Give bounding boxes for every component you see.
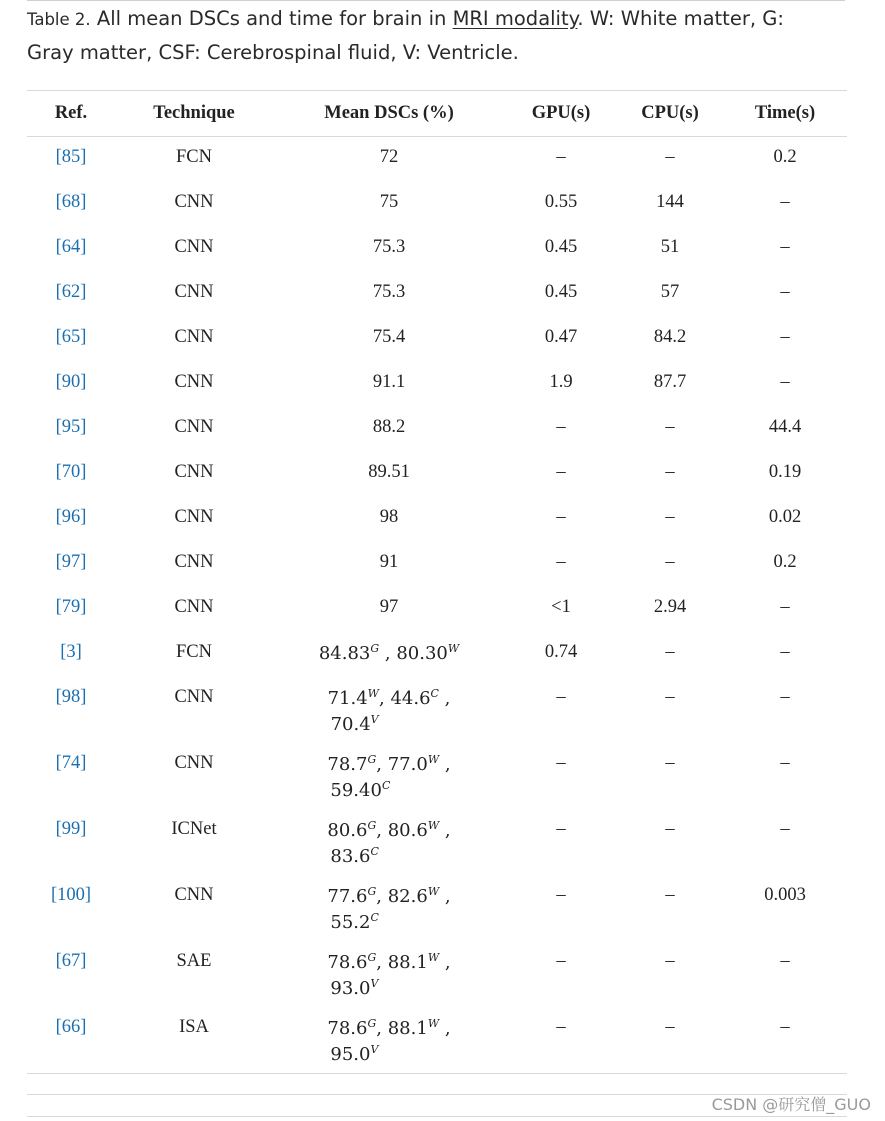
mean-dsc-cell <box>273 227 505 272</box>
dsc-part-tissue: G <box>367 753 377 766</box>
ref-link[interactable]: [97] <box>55 552 87 572</box>
dsc-part-tissue: W <box>427 1017 440 1030</box>
cpu-cell: – <box>665 462 675 482</box>
dsc-part-tissue: G <box>367 819 377 832</box>
top-divider <box>27 0 845 1</box>
technique-cell: CNN <box>174 687 214 707</box>
ref-link[interactable]: [90] <box>55 372 87 392</box>
ref-link[interactable]: [66] <box>27 1007 115 1074</box>
mean-dsc-value: 91.1 <box>372 372 406 392</box>
ref-link[interactable]: [3] <box>60 642 82 662</box>
technique-cell: SAE <box>176 951 212 971</box>
technique-cell: CNN <box>174 462 214 482</box>
gpu-cell: – <box>556 462 566 482</box>
time-cell: – <box>780 951 790 971</box>
dsc-part-value: 44.6 <box>390 688 431 709</box>
ref-link[interactable]: [85] <box>55 147 87 167</box>
mean-dsc-cell <box>273 182 505 227</box>
ref-link[interactable]: [99] <box>55 819 87 839</box>
dsc-part-value: 78.6 <box>327 1018 368 1039</box>
table-row <box>27 227 847 272</box>
dsc-part-tissue: G <box>370 642 380 655</box>
gpu-cell: – <box>556 552 566 572</box>
gpu-cell: 0.45 <box>544 282 578 302</box>
header-technique: Technique <box>115 91 273 137</box>
table-row <box>27 272 847 317</box>
mean-dsc-cell <box>273 407 505 452</box>
table-row <box>27 362 847 407</box>
dsc-part-value: 84.83 <box>318 643 371 664</box>
dsc-part-tissue: W <box>427 753 440 766</box>
footer-divider-2 <box>27 1116 847 1117</box>
dsc-part-tissue: G <box>367 951 377 964</box>
time-cell: 0.02 <box>768 507 802 527</box>
technique-cell: CNN <box>174 552 214 572</box>
cpu-cell: 84.2 <box>653 327 687 347</box>
mean-dsc-value: 97 <box>379 597 399 617</box>
gpu-cell: – <box>556 885 566 905</box>
dsc-part-value: 88.1 <box>387 1018 428 1039</box>
technique-cell: CNN <box>174 597 214 617</box>
ref-link[interactable]: [70] <box>55 462 87 482</box>
header-cpu: CPU(s) <box>617 91 723 137</box>
dsc-part-tissue: W <box>427 951 440 964</box>
watermark: CSDN @研究僧_GUO <box>711 1095 871 1114</box>
gpu-cell: – <box>556 687 566 707</box>
time-cell: 0.19 <box>768 462 802 482</box>
time-cell: 44.4 <box>768 417 802 437</box>
gpu-cell: 0.55 <box>544 192 578 212</box>
dsc-part-value: 77.0 <box>387 754 428 775</box>
ref-link[interactable]: [100] <box>50 885 92 905</box>
mean-dsc-value: 72 <box>379 147 399 167</box>
mean-dsc-value: $78.7^G$, $77.0^W$ , $59.40^C$ <box>327 753 451 801</box>
time-cell: – <box>780 597 790 617</box>
mean-dsc-value: 75.3 <box>372 282 406 302</box>
technique-cell: CNN <box>174 282 214 302</box>
gpu-cell: 0.74 <box>544 642 578 662</box>
cpu-cell: 87.7 <box>653 372 687 392</box>
gpu-cell: <1 <box>551 597 571 617</box>
table-row <box>27 1007 847 1074</box>
mean-dsc-value: 98 <box>379 507 399 527</box>
technique-cell: FCN <box>176 642 212 662</box>
mean-dsc-cell <box>273 362 505 407</box>
cpu-cell: – <box>665 552 675 572</box>
mean-dsc-value: $71.4^W$, $44.6^C$ , $70.4^V$ <box>327 687 451 735</box>
dsc-part-tissue: W <box>447 642 460 655</box>
dsc-part-value: 82.6 <box>387 886 428 907</box>
technique-cell: CNN <box>174 417 214 437</box>
mean-dsc-value: $84.83^G$ , $80.30^W$ <box>318 642 460 664</box>
dsc-part-value: 71.4 <box>327 688 368 709</box>
dsc-part-value: 55.2 <box>330 912 371 933</box>
cpu-cell: 51 <box>660 237 680 257</box>
dsc-part-value: 80.30 <box>396 643 448 664</box>
dsc-part-tissue: W <box>367 687 379 700</box>
cpu-cell: – <box>665 819 675 839</box>
technique-cell: CNN <box>174 192 214 212</box>
mean-dsc-value: $78.6^G$, $88.1^W$ , $95.0^V$ <box>327 1017 451 1065</box>
time-cell: – <box>780 372 790 392</box>
mean-dsc-cell <box>273 587 505 632</box>
time-cell: – <box>723 1007 847 1074</box>
mean-dsc-cell <box>273 542 505 587</box>
mean-dsc-value: $80.6^G$, $80.6^W$ , $83.6^C$ <box>327 819 451 867</box>
mean-dsc-cell <box>273 632 505 677</box>
mean-dsc-cell <box>273 875 505 941</box>
mean-dsc-value: 75.4 <box>372 327 406 347</box>
dsc-part-value: 78.6 <box>327 952 368 973</box>
table-body <box>27 137 847 1074</box>
mean-dsc-value: 75 <box>379 192 399 212</box>
mean-dsc-value: 91 <box>379 552 399 572</box>
dsc-part-value: 80.6 <box>387 820 428 841</box>
technique-cell: FCN <box>176 147 212 167</box>
ref-link[interactable]: [68] <box>55 192 87 212</box>
gpu-cell: 0.45 <box>544 237 578 257</box>
ref-link[interactable]: [96] <box>55 507 87 527</box>
mean-dsc-value: 89.51 <box>368 462 410 482</box>
dsc-part-tissue: G <box>367 1017 377 1030</box>
table-row <box>27 317 847 362</box>
ref-link[interactable]: [64] <box>55 237 87 257</box>
mean-dsc-value: $78.6^G$, $88.1^W$ , $93.0^V$ <box>327 951 451 999</box>
time-cell: – <box>780 327 790 347</box>
caption-text: All mean DSCs and time for brain in <box>96 7 447 30</box>
dsc-part-tissue: C <box>370 845 379 858</box>
technique-cell: CNN <box>174 237 214 257</box>
dsc-part-value: 59.40 <box>330 780 382 801</box>
dsc-part-value: 83.6 <box>330 846 371 867</box>
dsc-part-tissue: W <box>427 819 440 832</box>
cpu-cell: – <box>665 753 675 773</box>
gpu-cell: – <box>556 819 566 839</box>
mean-dsc-cell <box>273 743 505 809</box>
time-cell: – <box>780 237 790 257</box>
technique-cell: CNN <box>174 753 214 773</box>
mean-dsc-value: 88.2 <box>372 417 406 437</box>
mean-dsc-cell <box>273 452 505 497</box>
technique-cell: CNN <box>174 372 214 392</box>
gpu-cell: – <box>556 417 566 437</box>
mean-dsc-value: 75.3 <box>372 237 406 257</box>
ref-link[interactable]: [62] <box>55 282 87 302</box>
cpu-cell: – <box>665 687 675 707</box>
table-row <box>27 743 847 809</box>
cpu-cell: – <box>665 642 675 662</box>
header-mean-dsc: Mean DSCs (%) <box>273 91 505 137</box>
gpu-cell: – <box>505 1007 617 1074</box>
dsc-part-tissue: V <box>370 977 379 990</box>
dsc-part-value: 77.6 <box>327 886 368 907</box>
dsc-part-tissue: C <box>370 911 379 924</box>
mean-dsc-cell <box>273 497 505 542</box>
mean-dsc-cell <box>273 317 505 362</box>
dsc-part-tissue: V <box>370 713 379 726</box>
cpu-cell: – <box>665 147 675 167</box>
table-header-row <box>27 91 847 137</box>
mean-dsc-value: $77.6^G$, $82.6^W$ , $55.2^C$ <box>327 885 451 933</box>
dsc-part-value: 78.7 <box>327 754 368 775</box>
time-cell: – <box>780 819 790 839</box>
cpu-cell: 144 <box>656 192 684 212</box>
header-gpu: GPU(s) <box>505 91 617 137</box>
gpu-cell: – <box>556 147 566 167</box>
cpu-cell: – <box>665 507 675 527</box>
dsc-part-tissue: G <box>367 885 377 898</box>
table-row <box>27 497 847 542</box>
header-ref: Ref. <box>27 91 115 137</box>
technique-cell: CNN <box>174 885 214 905</box>
table-row <box>27 452 847 497</box>
technique-cell: CNN <box>174 507 214 527</box>
table-row <box>27 182 847 227</box>
table-row <box>27 875 847 941</box>
dsc-part-value: 93.0 <box>330 978 371 999</box>
time-cell: 0.2 <box>773 147 797 167</box>
cpu-cell: – <box>665 885 675 905</box>
table-row <box>27 137 847 183</box>
table-row <box>27 407 847 452</box>
mean-dsc-cell <box>273 677 505 743</box>
technique-cell: ICNet <box>171 819 217 839</box>
cpu-cell: – <box>665 417 675 437</box>
dsc-part-value: 80.6 <box>327 820 368 841</box>
dsc-part-value: 88.1 <box>387 952 428 973</box>
dsc-part-tissue: C <box>381 779 391 792</box>
gpu-cell: – <box>556 951 566 971</box>
caption-text-after: . W: White matter, G: Gray matter, CSF: Cerebrospinal fluid, V: Ventricle. <box>27 7 784 64</box>
mean-dsc-cell <box>273 137 505 183</box>
table-row <box>27 632 847 677</box>
caption-label: Table 2. <box>27 10 91 29</box>
mean-dsc-cell <box>273 272 505 317</box>
time-cell: – <box>780 687 790 707</box>
gpu-cell: 1.9 <box>549 372 573 392</box>
dsc-part-value: 70.4 <box>330 714 371 735</box>
cpu-cell: 2.94 <box>653 597 687 617</box>
ref-link[interactable]: [95] <box>55 417 87 437</box>
gpu-cell: 0.47 <box>544 327 578 347</box>
mean-dsc-cell <box>273 941 505 1007</box>
time-cell: 0.2 <box>773 552 797 572</box>
time-cell: 0.003 <box>764 885 806 905</box>
cpu-cell: – <box>617 1007 723 1074</box>
table-row <box>27 809 847 875</box>
gpu-cell: – <box>556 507 566 527</box>
table-row <box>27 677 847 743</box>
ref-link[interactable]: [98] <box>55 687 87 707</box>
technique-cell: CNN <box>174 327 214 347</box>
dsc-part-tissue: W <box>427 885 440 898</box>
mean-dsc-cell <box>273 809 505 875</box>
ref-link[interactable]: [67] <box>55 951 87 971</box>
time-cell: – <box>780 642 790 662</box>
ref-link[interactable]: [65] <box>55 327 87 347</box>
mean-dsc-cell <box>273 1007 505 1074</box>
dsc-part-tissue: C <box>430 687 439 700</box>
table-caption <box>27 2 827 69</box>
time-cell: – <box>780 753 790 773</box>
header-time: Time(s) <box>723 91 847 137</box>
ref-link[interactable]: [74] <box>55 753 87 773</box>
time-cell: – <box>780 282 790 302</box>
results-table <box>27 90 847 1074</box>
dsc-part-value: 95.0 <box>330 1044 371 1065</box>
time-cell: – <box>780 192 790 212</box>
table-row <box>27 941 847 1007</box>
technique-cell: ISA <box>115 1007 273 1074</box>
ref-link[interactable]: [79] <box>55 597 87 617</box>
table-row <box>27 587 847 632</box>
gpu-cell: – <box>556 753 566 773</box>
cpu-cell: – <box>665 951 675 971</box>
dsc-part-tissue: V <box>370 1043 379 1056</box>
cpu-cell: 57 <box>660 282 680 302</box>
caption-link-mri-modality[interactable]: MRI modality <box>452 7 578 30</box>
table-row <box>27 542 847 587</box>
